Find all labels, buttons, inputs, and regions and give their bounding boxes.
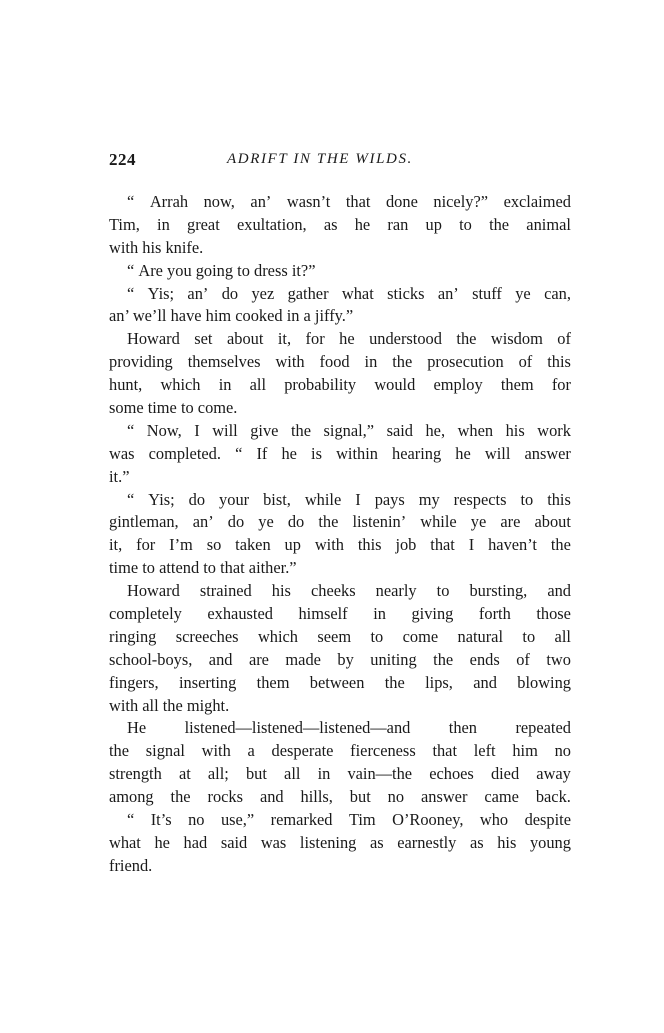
text-line: the signal with a desperate fierceness that left him no <box>109 741 571 761</box>
text-line: was completed. “ If he is within hearing he will answer <box>109 443 571 463</box>
text-line: with all the might. <box>109 695 230 715</box>
text-line: what he had said was listening as earnestly as his young <box>109 832 571 852</box>
page-number: 224 <box>109 150 136 169</box>
running-title: ADRIFT IN THE WILDS. <box>227 151 413 167</box>
text-line: an’ we’ll have him cooked in a jiffy.” <box>109 306 354 326</box>
text-line: “ Yis; do your bist, while I pays my respects to this <box>127 489 571 509</box>
text-line: strength at all; but all in vain—the echoes died away <box>109 764 571 784</box>
text-line: it, for I’m so taken up with this job that I haven’t the <box>109 535 571 555</box>
body-text <box>109 191 571 878</box>
text-line: it.” <box>109 466 130 486</box>
text-line: providing themselves with food in the prosecution of this <box>109 352 571 372</box>
text-line: Tim, in great exultation, as he ran up to the animal <box>109 214 571 234</box>
text-line: time to attend to that aither.” <box>109 558 297 578</box>
text-line: some time to come. <box>109 398 238 418</box>
text-line: gintleman, an’ do ye do the listenin’ while ye are about <box>109 512 571 532</box>
text-line: ringing screeches which seem to come natural to all <box>109 626 571 646</box>
text-line: school-boys, and are made by uniting the ends of two <box>109 649 571 669</box>
text-line: among the rocks and hills, but no answer came back. <box>109 787 571 807</box>
running-head <box>109 150 571 174</box>
text-line: “ Arrah now, an’ wasn’t that done nicely?” exclaimed <box>127 192 571 211</box>
text-line: Howard set about it, for he understood the wisdom of <box>127 329 571 349</box>
text-line: “ Yis; an’ do yez gather what sticks an’ stuff ye can, <box>127 283 571 303</box>
text-line: completely exhausted himself in giving forth those <box>109 604 571 624</box>
text-line: “ Now, I will give the signal,” said he, when his work <box>127 420 571 440</box>
text-line: “ Are you going to dress it?” <box>127 260 316 280</box>
text-line: with his knife. <box>109 237 204 257</box>
text-line: friend. <box>109 855 153 875</box>
text-line: fingers, inserting them between the lips, and blowing <box>109 672 571 692</box>
text-line: He listened—listened—listened—and then repeated <box>127 718 571 738</box>
text-line: “ It’s no use,” remarked Tim O’Rooney, who despite <box>127 810 571 830</box>
text-line: hunt, which in all probability would employ them for <box>109 375 571 395</box>
text-line: Howard strained his cheeks nearly to bursting, and <box>127 581 571 601</box>
